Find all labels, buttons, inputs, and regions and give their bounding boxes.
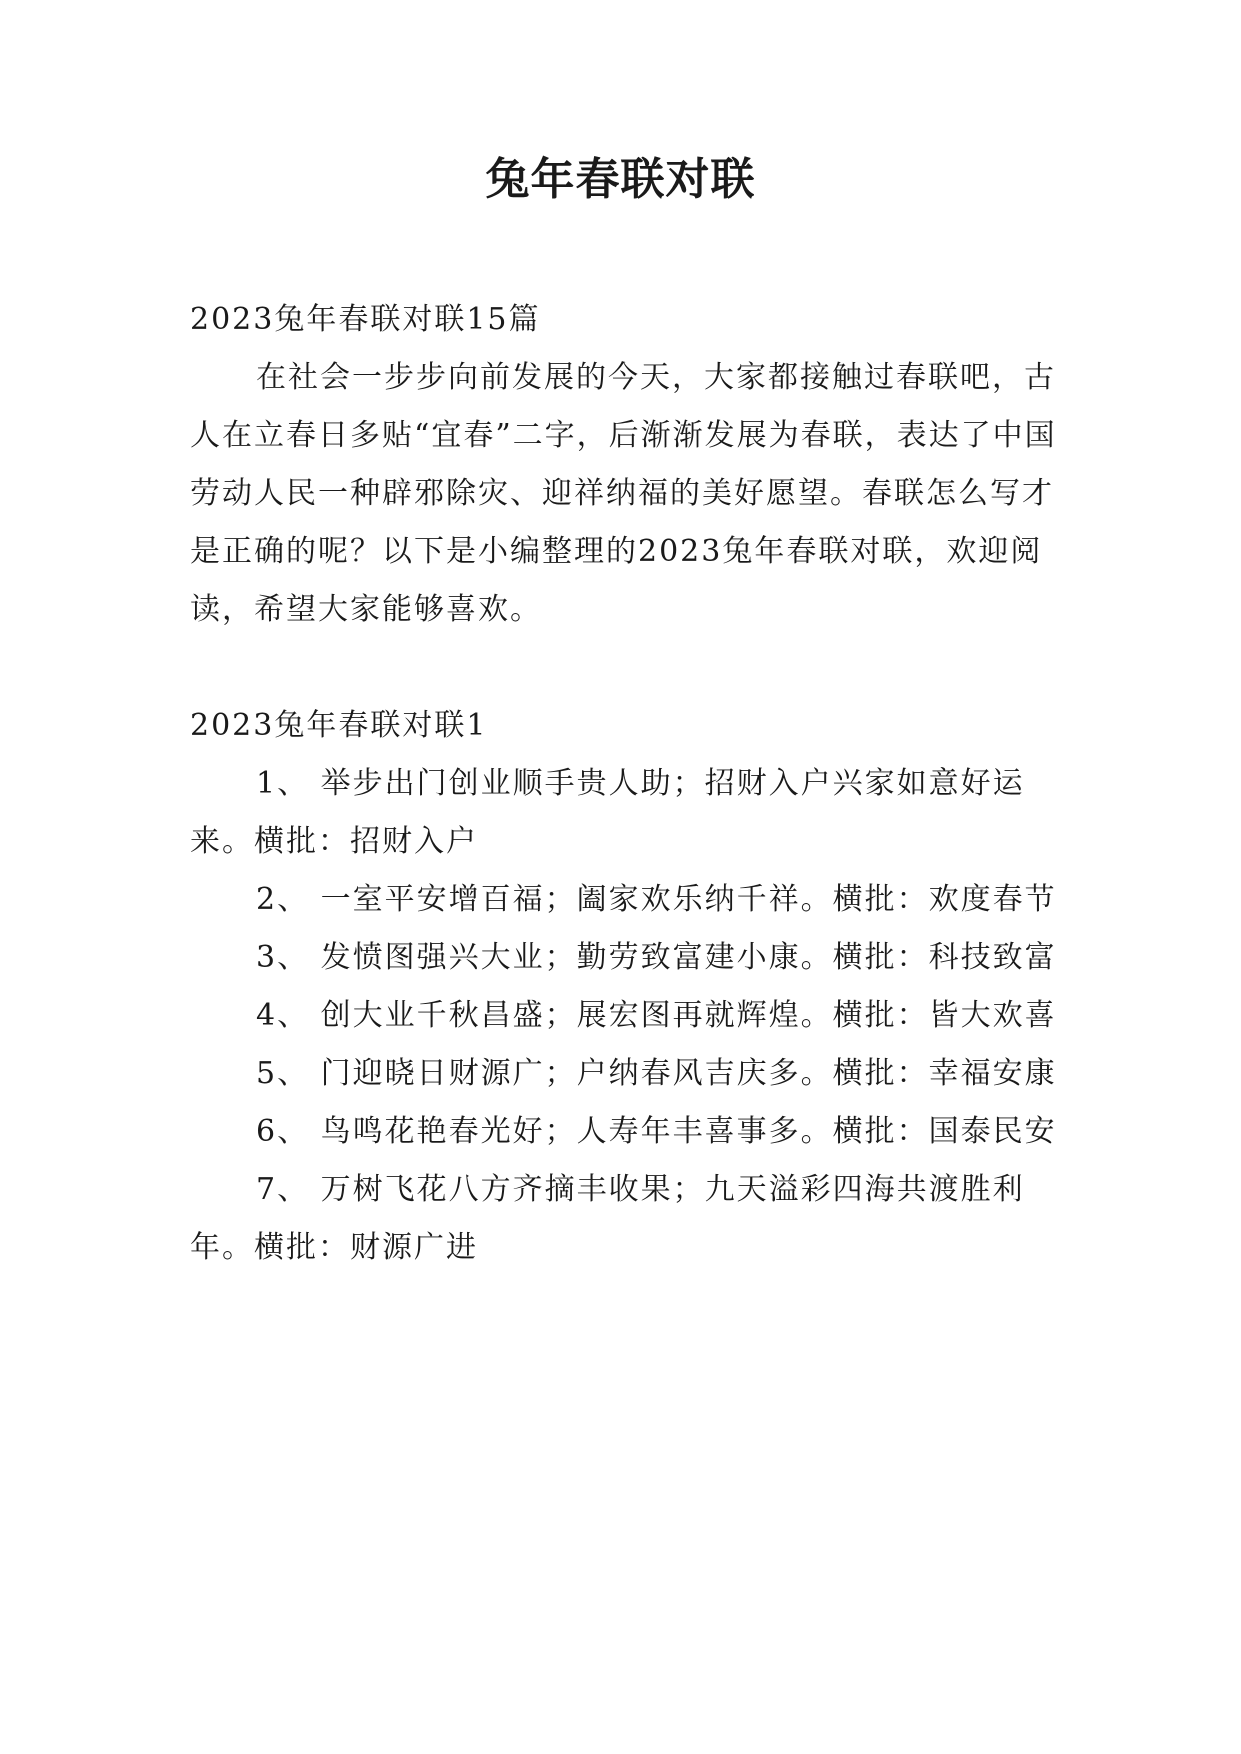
couplet-item: 5、 门迎晓日财源广；户纳春风吉庆多。横批：幸福安康 bbox=[256, 1056, 1057, 1091]
couplet-item: 1、 举步出门创业顺手贵人助；招财入户兴家如意好运来。横批：招财入户 bbox=[190, 766, 1025, 859]
couplet-item: 3、 发愤图强兴大业；勤劳致富建小康。横批：科技致富 bbox=[256, 940, 1057, 975]
paragraph-spacer bbox=[190, 639, 1060, 697]
section-heading: 2023兔年春联对联1 bbox=[190, 708, 488, 743]
document-title: 兔年春联对联 bbox=[485, 154, 756, 205]
document-subtitle: 2023兔年春联对联15篇 bbox=[190, 302, 541, 337]
couplet-item: 2、 一室平安增百福；阖家欢乐纳千祥。横批：欢度春节 bbox=[256, 882, 1057, 917]
intro-paragraph: 在社会一步步向前发展的今天，大家都接触过春联吧，古人在立春日多贴“宜春”二字，后渐渐发展为春联，表达了中国劳动人民一种辟邪除灾、迎祥纳福的美好愿望。春联怎么写才是正确的呢？以下是小编整理的2023兔年春联对联，欢迎阅读，希望大家能够喜欢。 bbox=[190, 360, 1057, 627]
couplet-item: 6、 鸟鸣花艳春光好；人寿年丰喜事多。横批：国泰民安 bbox=[256, 1114, 1057, 1149]
couplet-item: 4、 创大业千秋昌盛；展宏图再就辉煌。横批：皆大欢喜 bbox=[256, 998, 1057, 1033]
document-body bbox=[190, 291, 1060, 1277]
couplet-item: 7、 万树飞花八方齐摘丰收果；九天溢彩四海共渡胜利年。横批：财源广进 bbox=[190, 1172, 1025, 1265]
